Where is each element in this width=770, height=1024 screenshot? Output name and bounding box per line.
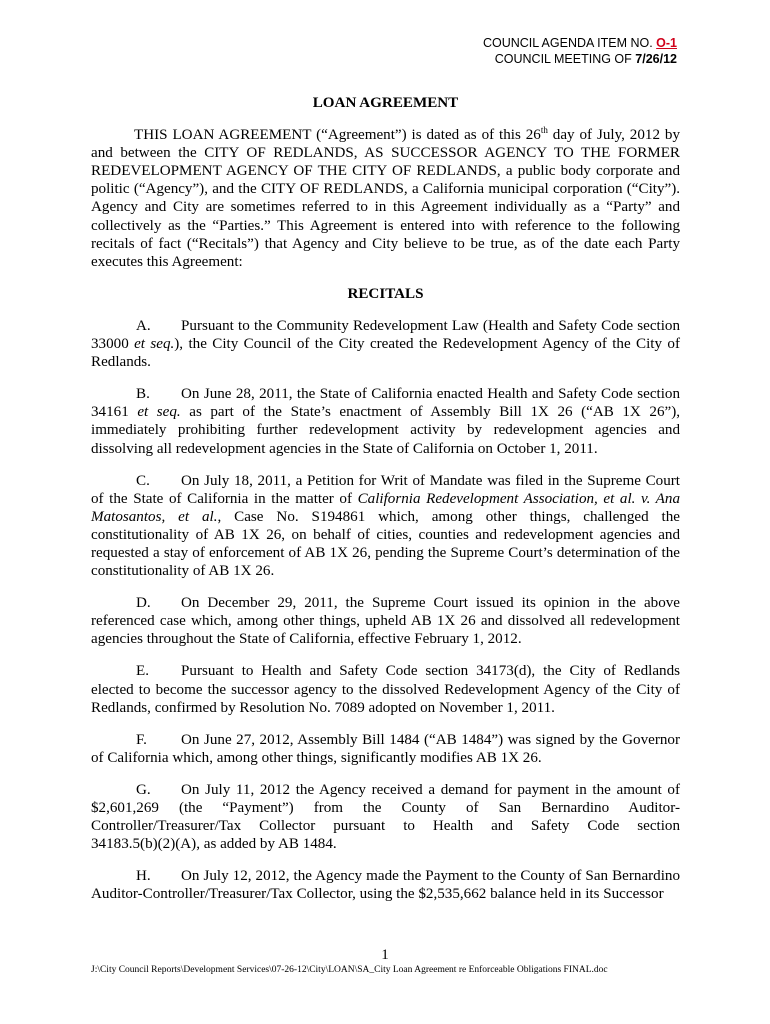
document-title: LOAN AGREEMENT [312,95,459,111]
recital-italic: et seq. [134,336,175,353]
recital-h [91,867,680,903]
intro-superscript: th [540,125,548,136]
footer-file-path: J:\City Council Reports\Development Services\07-26-12\City\LOAN\SA_City Loan Agreement re Enforceable Obligations FINAL.doc [91,965,608,975]
recital-text: ), the City Council of the City created the Redevelopment Agency of the City of Redlands. [91,336,680,371]
meeting-date: 7/26/12 [635,52,677,66]
recital-c [91,472,680,581]
recital-label: B. [136,386,150,403]
recital-label: C. [136,472,150,489]
recital-label: F. [136,731,147,748]
intro-text-2: day of July, 2012 by and between the CITY OF REDLANDS, AS SUCCESSOR AGENCY TO THE FORMER REDEVELOPMENT AGENCY OF THE CITY OF REDLANDS, a public body corporate and politic (“Agency”), and the CITY OF REDLANDS, a California municipal corporation (“City”). Agency and City are sometimes referred to in this Agreement individually as a “Party” and collectively as the “Parties.” This Agreement is entered into with reference to the following recitals of fact (“Recitals”) that Agency and City believe to be true, as of the date each Party executes this Agreement: [91,127,680,270]
recital-label: A. [136,317,151,334]
recital-label: G. [136,781,151,798]
recital-text: On June 27, 2012, Assembly Bill 1484 (“AB 1484”) was signed by the Governor of California which, among other things, significantly modifies AB 1X 26. [91,731,680,766]
agenda-item-line [483,35,677,51]
page-number: 1 [381,947,389,963]
recital-label: H. [136,868,151,885]
recital-f [91,731,680,767]
recital-e [91,662,680,716]
meeting-line [483,51,677,67]
recital-g-last-line: 34183.5(b)(2)(A), as added by AB 1484. [91,836,337,853]
recitals-heading: RECITALS [347,285,424,302]
recital-a [91,317,680,371]
meeting-label: COUNCIL MEETING OF [494,52,632,66]
agenda-item-number: O-1 [656,36,677,50]
recital-text: On July 12, 2012, the Agency made the Payment to the County of San Bernardino Auditor-Controller/Treasurer/Tax Collector, using the $2,535,662 balance held in its Successor [91,868,680,903]
intro-paragraph [91,126,680,271]
recital-text: On December 29, 2011, the Supreme Court issued its opinion in the above referenced case which, among other things, upheld AB 1X 26 and dissolved all redevelopment agencies throughout the State of California, effective February 1, 2012. [91,595,680,648]
agenda-header [483,35,677,67]
recital-g-body [91,781,680,835]
recital-label: E. [136,663,149,680]
recital-text: as part of the State’s enactment of Assembly Bill 1X 26 (“AB 1X 26”), immediately prohibiting further redevelopment activity by redevelopment agencies and dissolving all redevelopment agencies in the State of California on October 1, 2011. [91,404,680,457]
document-body [91,94,680,917]
recital-text: On June 28, 2011, the State of California enacted Health and Safety Code section 34161 [91,386,680,421]
recital-italic: et seq. [137,404,181,421]
intro-text-1: THIS LOAN AGREEMENT (“Agreement”) is dated as of this 26 [134,127,541,144]
recital-text: On July 11, 2012 the Agency received a demand for payment in the amount of $2,601,269 (the “Payment”) from the County of San Bernardino Auditor-Controller/Treasurer/Tax Collector pursuant to Health and Safety Code section [91,781,680,835]
recital-text: , Case No. S194861 which, among other things, challenged the constitutionality of AB 1X 26, on behalf of cities, counties and redevelopment agencies and requested a stay of enforcement of AB 1X 26, pending the Supreme Court’s determination of the constitutionality of AB 1X 26. [91,508,680,580]
recital-d [91,594,680,648]
recital-label: D. [136,595,151,612]
recital-g [91,781,680,853]
recital-italic: California Redevelopment Association, et al. v. Ana Matosantos, et al. [91,490,680,525]
recital-b [91,385,680,457]
recital-text: On July 18, 2011, a Petition for Writ of Mandate was filed in the Supreme Court of the State of California in the matter of [91,472,680,507]
agenda-item-label: COUNCIL AGENDA ITEM NO. [482,36,653,50]
recital-text: Pursuant to the Community Redevelopment Law (Health and Safety Code section 33000 [91,317,680,353]
recital-text: Pursuant to Health and Safety Code section 34173(d), the City of Redlands elected to become the successor agency to the dissolved Redevelopment Agency of the City of Redlands, confirmed by Resolution No. 7089 adopted on November 1, 2011. [91,663,680,716]
